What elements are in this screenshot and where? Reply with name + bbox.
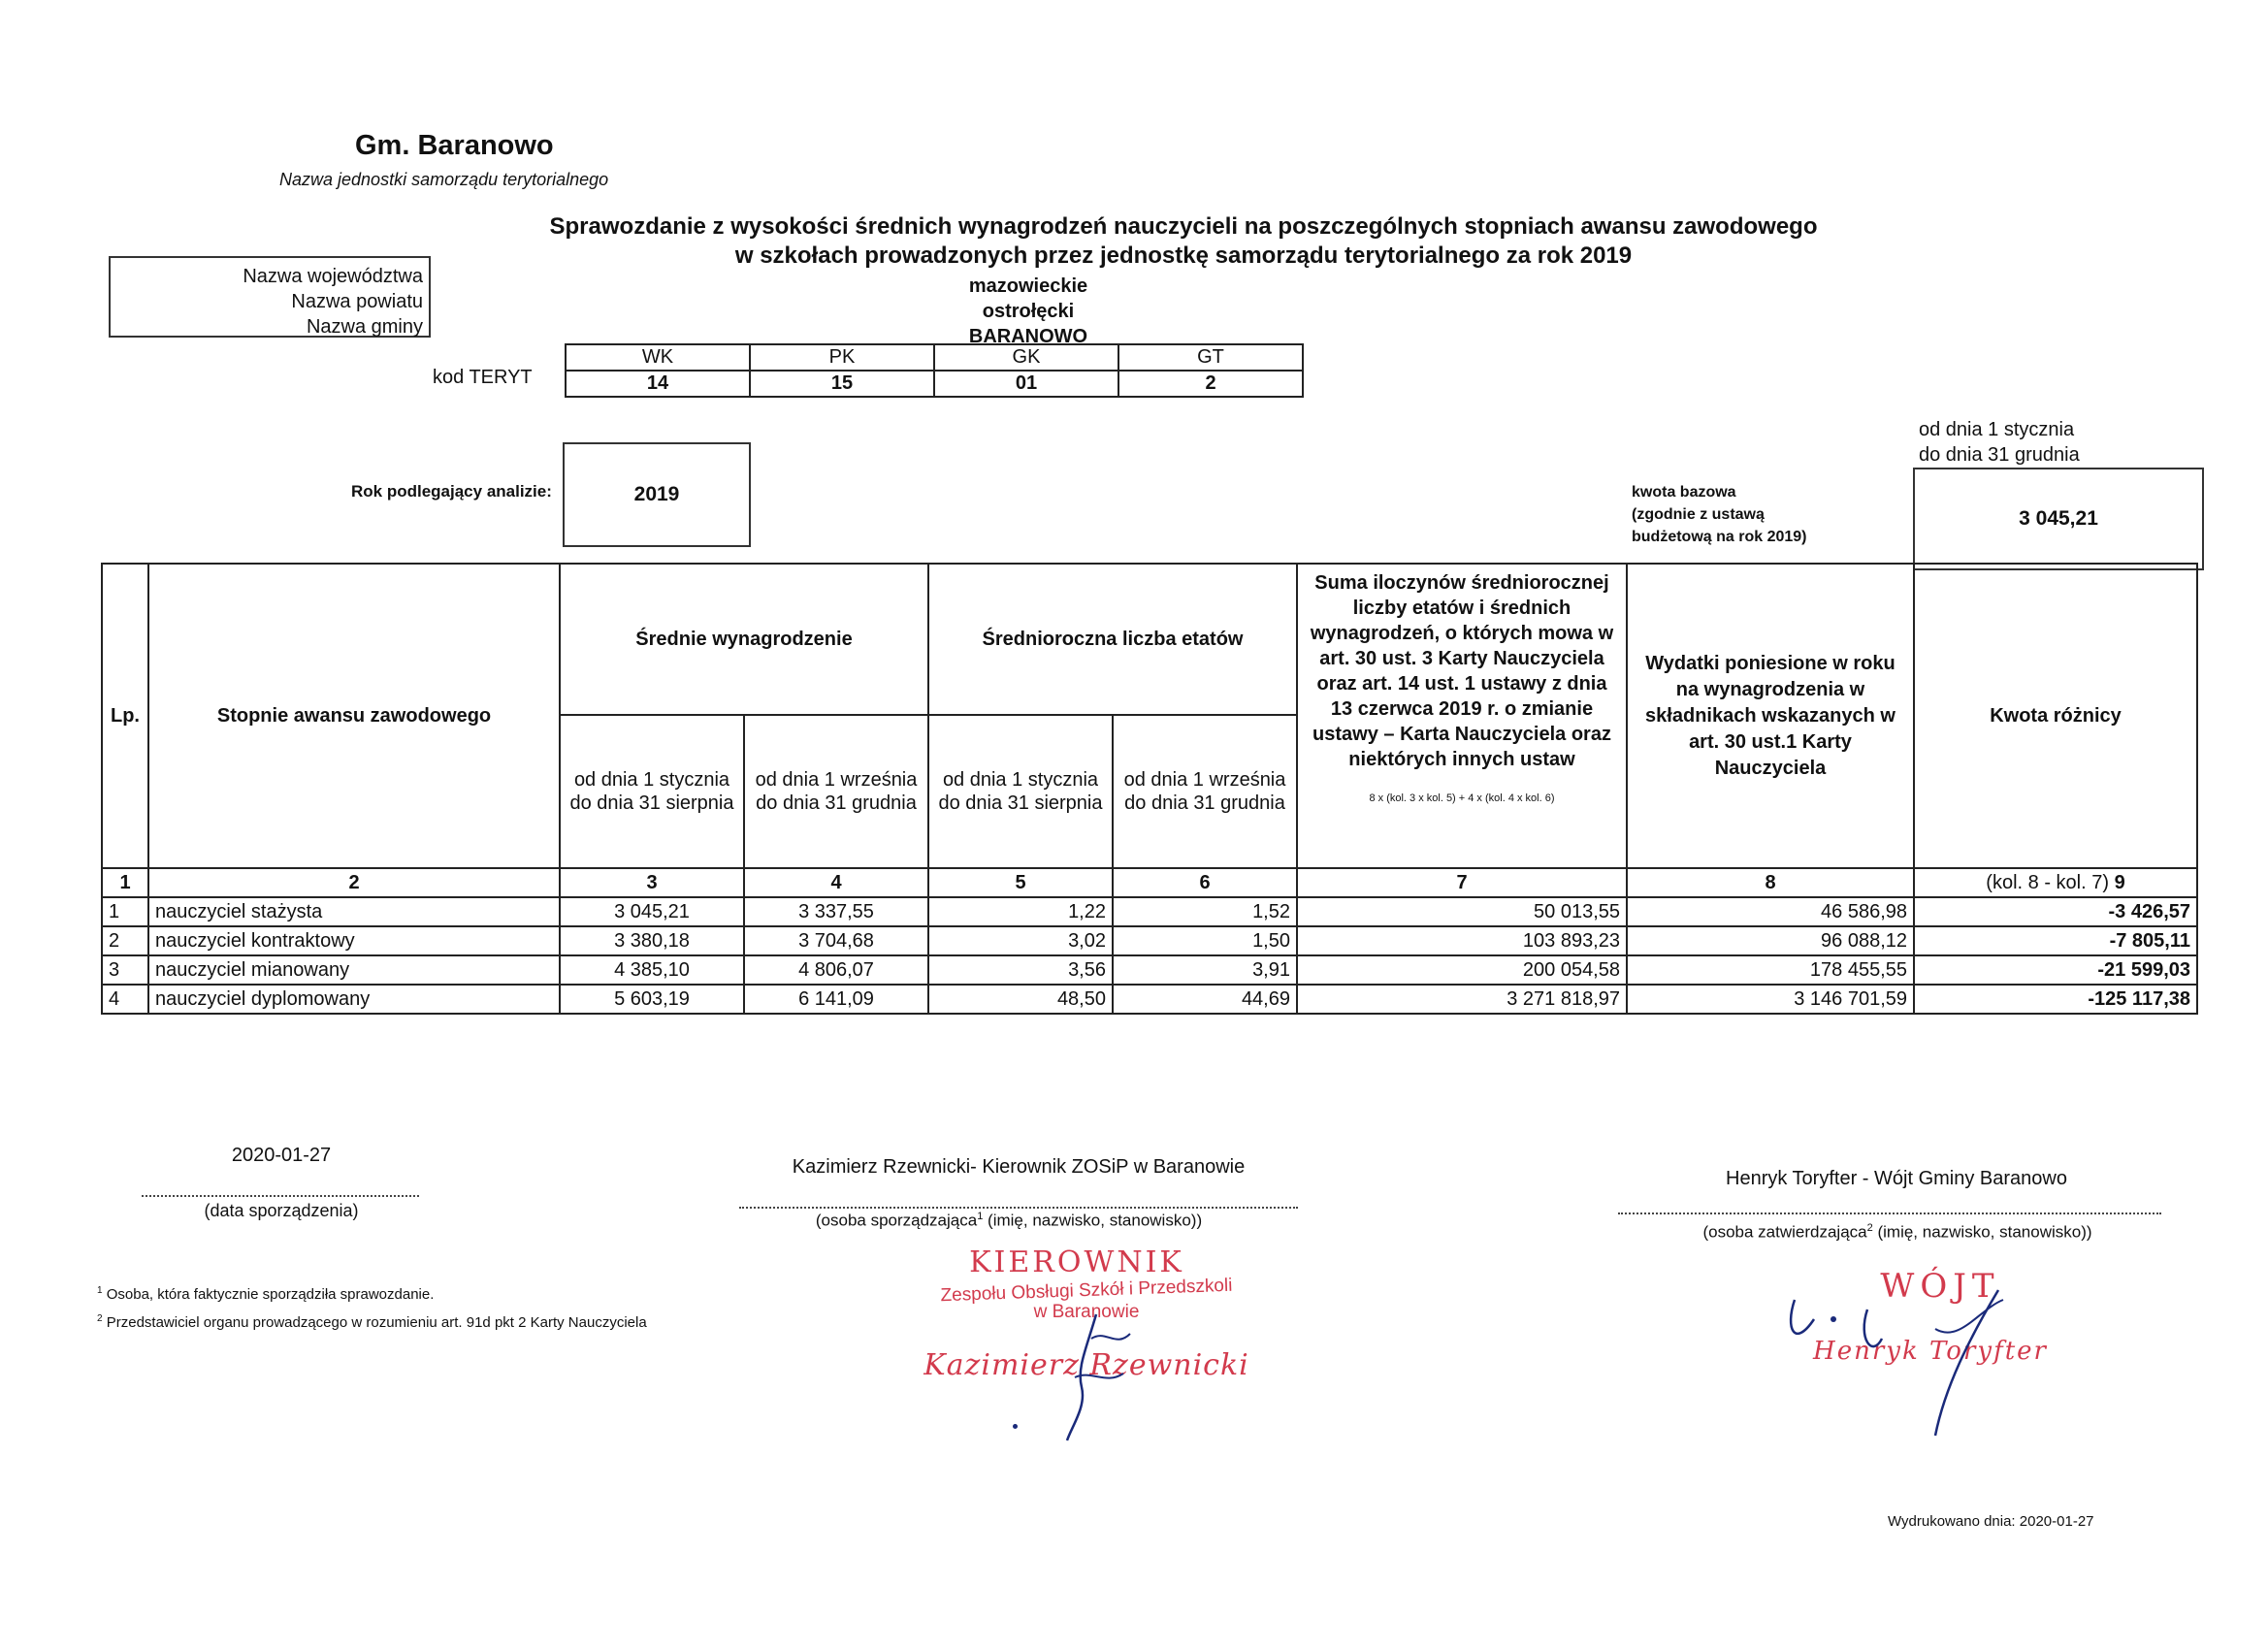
teryt-value-wk: 14 [566,371,750,397]
footnotes [97,1278,647,1335]
label-commune: Nazwa gminy [306,316,423,338]
row-name: nauczyciel stażysta [148,897,560,926]
approver-caption-b: (imię, nazwisko, stanowisko)) [1872,1222,2092,1242]
row-suma: 200 054,58 [1297,955,1627,985]
row-fte-period2: 3,91 [1113,955,1297,985]
sub-srednie-period2: od dnia 1 września do dnia 31 grudnia [744,715,928,868]
approver-divider [1618,1212,2161,1214]
row-name: nauczyciel mianowany [148,955,560,985]
row-name: nauczyciel dyplomowany [148,985,560,1014]
table-row [102,985,2197,1014]
row-suma: 103 893,23 [1297,926,1627,955]
colnum-2: 2 [148,868,560,897]
row-wydatki: 3 146 701,59 [1627,985,1914,1014]
stamp-left-name: Kazimierz Rzewnicki [923,1348,1249,1382]
teryt-header-pk: PK [750,344,934,371]
row-roznica: -3 426,57 [1914,897,2197,926]
base-amount-label-3: budżetową na rok 2019) [1632,529,1807,545]
row-fte-period1: 48,50 [928,985,1113,1014]
value-commune: BARANOWO [968,326,1088,347]
row-suma: 50 013,55 [1297,897,1627,926]
row-fte-period2: 1,50 [1113,926,1297,955]
date-caption: (data sporządzenia) [204,1201,359,1220]
row-lp: 1 [102,897,148,926]
colnum-6: 6 [1113,868,1297,897]
row-fte-period2: 44,69 [1113,985,1297,1014]
header-stopnie: Stopnie awansu zawodowego [148,564,560,868]
footnote-2-sup: 2 [97,1313,103,1324]
row-roznica: -7 805,11 [1914,926,2197,955]
period-to: do dnia 31 grudnia [1919,444,2080,466]
unit-caption: Nazwa jednostki samorządu terytorialnego [279,170,609,189]
preparer-caption [737,1211,1280,1231]
sub-srednie-period1: od dnia 1 stycznia do dnia 31 sierpnia [560,715,744,868]
base-amount-label [1632,481,1807,548]
value-voivodeship: mazowieckie [968,275,1088,297]
preparer-name: Kazimierz Rzewnicki- Kierownik ZOSiP w Baranowie [792,1156,1246,1178]
header-kwota: Kwota różnicy [1914,564,2197,868]
label-voivodeship: Nazwa województwa [243,266,423,287]
teryt-value-pk: 15 [750,371,934,397]
report-date: 2020-01-27 [231,1145,332,1166]
approver-caption-sup: 2 [1866,1222,1873,1234]
row-wage-period2: 6 141,09 [744,985,928,1014]
row-wydatki: 178 455,55 [1627,955,1914,985]
salary-table [101,563,2198,1015]
printed-date: Wydrukowano dnia: 2020-01-27 [1888,1513,2094,1530]
base-amount-value: 3 045,21 [1913,468,2204,570]
row-roznica: -21 599,03 [1914,955,2197,985]
footnote-1-text: Osoba, która faktycznie sporządziła sprawozdanie. [102,1286,435,1303]
analysis-label: Rok podlegający analizie: [351,482,552,501]
period [1919,417,2080,468]
row-lp: 4 [102,985,148,1014]
row-wage-period2: 3 337,55 [744,897,928,926]
header-srednie: Średnie wynagrodzenie [560,564,928,715]
row-wage-period1: 5 603,19 [560,985,744,1014]
row-name: nauczyciel kontraktowy [148,926,560,955]
stamp-right-name: Henryk Toryfter [1813,1337,2048,1366]
row-fte-period1: 1,22 [928,897,1113,926]
row-wage-period1: 3 045,21 [560,897,744,926]
preparer-signature [1038,1310,1154,1445]
footnote-1 [97,1278,647,1307]
teryt-header-gt: GT [1118,344,1303,371]
row-wage-period2: 4 806,07 [744,955,928,985]
colnum-5: 5 [928,868,1113,897]
approver-name: Henryk Toryfter - Wójt Gminy Baranowo [1726,1168,2067,1189]
header-lp: Lp. [102,564,148,868]
table-row [102,926,2197,955]
approver-caption [1626,1222,2169,1243]
stamp-left-line3: w Baranowie [1033,1302,1140,1322]
unit-name: Gm. Baranowo [355,130,554,161]
row-fte-period1: 3,56 [928,955,1113,985]
row-wage-period1: 4 385,10 [560,955,744,985]
row-roznica: -125 117,38 [1914,985,2197,1014]
colnum-9-formula: (kol. 8 - kol. 7) [1986,872,2109,893]
row-lp: 2 [102,926,148,955]
header-etaty: Średnioroczna liczba etatów [928,564,1297,715]
preparer-caption-b: (imię, nazwisko, stanowisko)) [983,1211,1203,1230]
region-box [109,256,431,338]
base-amount-label-2: (zgodnie z ustawą [1632,506,1765,523]
report-title-line1: Sprawozdanie z wysokości średnich wynagrodzeń nauczycieli na poszczególnych stopniach awansu zawodowego [549,213,1818,240]
teryt-header-gk: GK [934,344,1118,371]
teryt-value-gk: 01 [934,371,1118,397]
approver-caption-a: (osoba zatwierdzająca [1702,1222,1867,1242]
row-fte-period1: 3,02 [928,926,1113,955]
row-wydatki: 96 088,12 [1627,926,1914,955]
footnote-2-text: Przedstawiciel organu prowadzącego w rozumieniu art. 91d pkt 2 Karty Nauczyciela [102,1314,647,1331]
sub-etaty-period2: od dnia 1 września do dnia 31 grudnia [1113,715,1297,868]
header-suma-text: Suma iloczynów średniorocznej liczby etatów i średnich wynagrodzeń, o których mowa w art. 30 ust. 3 Karty Nauczyciela oraz art. 14 ust. 1 ustawy z dnia 13 czerwca 2019 r. o zmianie ustawy – Karta Nauczyciela oraz niektórych innych ustaw [1310,572,1614,770]
colnum-3: 3 [560,868,744,897]
region-values [931,274,1125,349]
header-suma-formula: 8 x (kol. 3 x kol. 5) + 4 x (kol. 4 x kol. 6) [1369,792,1555,804]
header-wydatki: Wydatki poniesione w roku na wynagrodzenia w składnikach wskazanych w art. 30 ust.1 Karty Nauczyciela [1627,564,1914,868]
row-fte-period2: 1,52 [1113,897,1297,926]
colnum-7: 7 [1297,868,1627,897]
teryt-label: kod TERYT [433,367,533,388]
colnum-1: 1 [102,868,148,897]
colnum-9-number: 9 [2114,872,2125,893]
preparer-caption-a: (osoba sporządzająca [815,1211,978,1230]
footnote-2 [97,1307,647,1335]
colnum-4: 4 [744,868,928,897]
value-county: ostrołęcki [982,301,1075,322]
row-lp: 3 [102,955,148,985]
period-from: od dnia 1 stycznia [1919,419,2075,440]
row-wage-period2: 3 704,68 [744,926,928,955]
base-amount-label-1: kwota bazowa [1632,484,1736,501]
row-wage-period1: 3 380,18 [560,926,744,955]
teryt-table [565,343,1304,398]
preparer-divider [739,1207,1298,1209]
footnote-1-sup: 1 [97,1285,103,1296]
teryt-value-gt: 2 [1118,371,1303,397]
signature-dot [1013,1424,1018,1429]
teryt-header-wk: WK [566,344,750,371]
label-county: Nazwa powiatu [291,291,423,312]
table-row [102,897,2197,926]
date-divider [142,1195,419,1197]
report-title-line2: w szkołach prowadzonych przez jednostkę samorządu terytorialnego za rok 2019 [734,242,1633,269]
colnum-8: 8 [1627,868,1914,897]
stamp-left-line2: Zespołu Obsługi Szkół i Przedszkoli [940,1275,1233,1307]
header-suma [1297,564,1627,868]
sub-etaty-period1: od dnia 1 stycznia do dnia 31 sierpnia [928,715,1113,868]
colnum-9 [1914,868,2197,897]
row-wydatki: 46 586,98 [1627,897,1914,926]
stamp-left-title: KIEROWNIK [969,1245,1184,1279]
table-row [102,955,2197,985]
approver-signature [1775,1271,2037,1445]
analysis-year: 2019 [563,442,751,547]
stamp-right-title: WÓJT [1880,1267,2000,1306]
row-suma: 3 271 818,97 [1297,985,1627,1014]
preparer-caption-sup: 1 [977,1211,984,1222]
